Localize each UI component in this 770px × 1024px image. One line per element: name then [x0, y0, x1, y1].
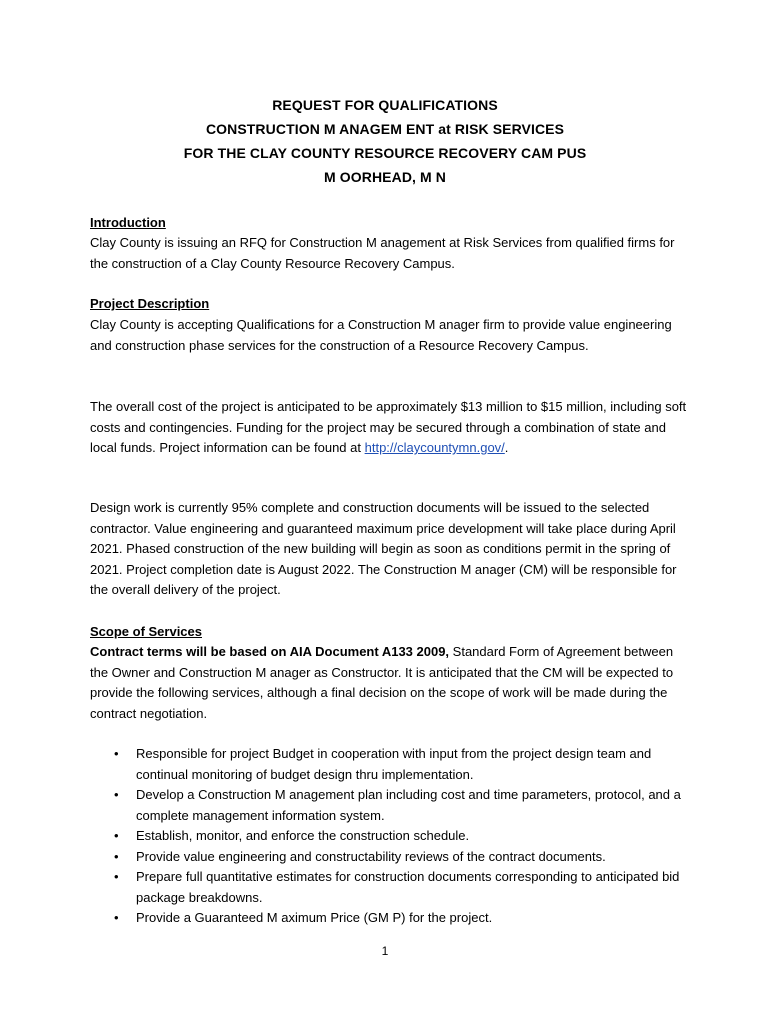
title-line-4: M OORHEAD, M N [324, 169, 446, 185]
bullet-icon: • [114, 746, 119, 761]
bullet-text: Responsible for project Budget in cooperation with input from the project design team and continual monitoring of budget design thru implementation. [136, 746, 652, 782]
bullet-icon: • [114, 787, 119, 802]
introduction-text: Clay County is issuing an RFQ for Construction M anagement at Risk Services from qualified firms for the construction of a Clay County Resource Recovery Campus. [90, 235, 675, 271]
scope-bullet-list [90, 744, 690, 929]
cost-text: The overall cost of the project is anticipated to be approximately $13 million to $15 million, including soft costs and contingencies. Funding for the project may be secured through a combination of state and local funds. Project information can be found at [90, 399, 687, 455]
page-number: 1 [381, 944, 389, 958]
list-item [90, 867, 690, 908]
project-description-para-2 [90, 397, 690, 459]
scope-heading: Scope of Services [90, 624, 202, 639]
bullet-text: Provide a Guaranteed M aximum Price (GM P) for the project. [136, 910, 493, 925]
bullet-text: Develop a Construction M anagement plan including cost and time parameters, protocol, and a complete management information system. [136, 787, 681, 823]
bullet-text: Establish, monitor, and enforce the construction schedule. [136, 828, 470, 843]
list-item [90, 744, 690, 785]
list-item [90, 908, 690, 929]
scope-bold-lead: Contract terms will be based on AIA Document A133 2009, [90, 644, 450, 659]
project-description-para-1: Clay County is accepting Qualifications for a Construction M anager firm to provide value engineering and construction phase services for the construction of a Resource Recovery Campus. [90, 317, 672, 353]
bullet-text: Provide value engineering and constructability reviews of the contract documents. [136, 848, 606, 864]
title-line-2: CONSTRUCTION M ANAGEM ENT at RISK SERVICES [205, 121, 565, 137]
list-item [90, 847, 690, 868]
scope-text [90, 642, 690, 724]
title-line-3: FOR THE CLAY COUNTY RESOURCE RECOVERY CAM PUS [183, 145, 587, 161]
bullet-icon: • [114, 869, 119, 884]
title-line-1: REQUEST FOR QUALIFICATIONS [272, 97, 498, 113]
bullet-icon: • [114, 828, 119, 843]
project-description-para-3: Design work is currently 95% complete and construction documents will be issued to the selected contractor. Value engineering and guaranteed maximum price development will take place during April 2021. Phased construction of the new building will begin as soon as conditions permit in the spring of 2021. Project completion date is August 2022. The Construction M anager (CM) will be responsible for the overall delivery of the project. [90, 500, 677, 597]
bullet-icon: • [114, 910, 119, 925]
county-website-link[interactable]: http://claycountymn.gov/ [364, 440, 505, 455]
cost-text-end: . [504, 440, 509, 455]
bullet-icon: • [114, 848, 119, 864]
list-item [90, 785, 690, 826]
scope-body: Standard Form of Agreement between the Owner and Construction M anager as Constructor. It is anticipated that the CM will be expected to provide the following services, although a final decision on the scope of work will be made during the contract negotiation. [90, 644, 674, 721]
list-item [90, 826, 690, 847]
bullet-text: Prepare full quantitative estimates for construction documents corresponding to anticipated bid package breakdowns. [136, 869, 680, 905]
project-description-heading: Project Description [90, 296, 210, 311]
introduction-heading: Introduction [90, 215, 166, 230]
